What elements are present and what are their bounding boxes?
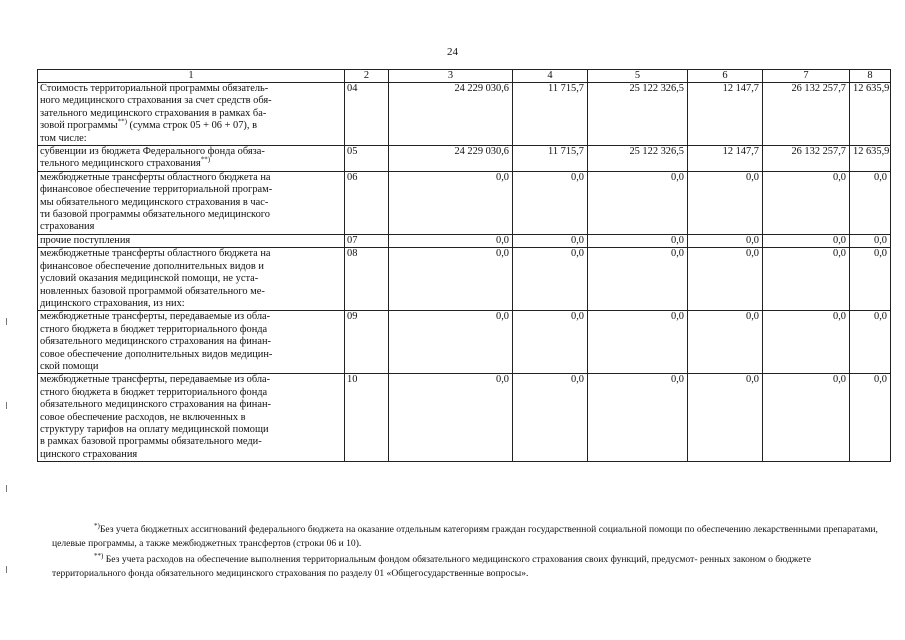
value-cell: 12 635,9 bbox=[850, 83, 891, 146]
value-cell: 0,0 bbox=[588, 234, 688, 247]
value-cell: 0,0 bbox=[588, 248, 688, 311]
value-cell: 0,0 bbox=[850, 248, 891, 311]
footnote-2: **) Без учета расходов на обеспечение выполнения территориальным фондом обязательного медицинского страхования своих функций, предусмот- ренных законом о бюджете территориального фонда обязательного медицинского страхования по разделу 01 «Общегосударственные вопросы». bbox=[52, 551, 811, 579]
value-cell: 0,0 bbox=[513, 171, 588, 234]
row-code: 07 bbox=[345, 234, 389, 247]
value-cell: 0,0 bbox=[688, 234, 763, 247]
header-cell: 8 bbox=[850, 70, 891, 83]
value-cell: 0,0 bbox=[763, 311, 850, 374]
row-label: межбюджетные трансферты областного бюджета на финансовое обеспечение дополнительных видов и условий оказания медицинской помощи, не уста- новленных базовой программой обязательного ме- дицинского страхования, из них: bbox=[38, 248, 345, 311]
header-cell: 2 bbox=[345, 70, 389, 83]
value-cell: 0,0 bbox=[513, 248, 588, 311]
footnote-mark: *) bbox=[94, 521, 100, 530]
row-label: межбюджетные трансферты, передаваемые из обла- стного бюджета в бюджет территориального фонда обязательного медицинского страхования на финан- совое обеспечение расходов, не включенных в структуру тарифов на оплату медицинской помощи в рамках базовой программы обязательного меди- цинского страхования bbox=[38, 374, 345, 462]
table-row bbox=[38, 83, 891, 146]
value-cell: 0,0 bbox=[763, 234, 850, 247]
value-cell: 0,0 bbox=[688, 374, 763, 462]
value-cell: 12 147,7 bbox=[688, 146, 763, 172]
row-label: Стоимость территориальной программы обязатель- ного медицинского страхования за счет средств обя- зательного медицинского страхования в рамках ба- зовой программы**) (сумма строк 05 + 06 + 07), в том числе: bbox=[38, 83, 345, 146]
value-cell: 0,0 bbox=[688, 248, 763, 311]
footnote-mark: **) bbox=[117, 117, 127, 126]
value-cell: 0,0 bbox=[588, 171, 688, 234]
table-row bbox=[38, 171, 891, 234]
header-cell: 4 bbox=[513, 70, 588, 83]
value-cell: 0,0 bbox=[588, 374, 688, 462]
value-cell: 0,0 bbox=[389, 311, 513, 374]
value-cell: 0,0 bbox=[389, 171, 513, 234]
value-cell: 24 229 030,6 bbox=[389, 83, 513, 146]
scan-edge-mark bbox=[6, 566, 7, 573]
row-label: прочие поступления bbox=[38, 234, 345, 247]
value-cell: 12 147,7 bbox=[688, 83, 763, 146]
header-row bbox=[38, 70, 891, 83]
financial-table bbox=[37, 69, 891, 462]
table-row bbox=[38, 234, 891, 247]
footnote-1: *)Без учета бюджетных ассигнований федерального бюджета на оказание отдельным категориям граждан государственной социальной помощи по обеспечению лекарственными препаратами, целевые программы, а также межбюджетных трансфертов (строки 06 и 10). bbox=[52, 521, 878, 549]
header-cell: 7 bbox=[763, 70, 850, 83]
value-cell: 25 122 326,5 bbox=[588, 146, 688, 172]
row-code: 06 bbox=[345, 171, 389, 234]
row-label: субвенции из бюджета Федерального фонда обяза- тельного медицинского страхования**) bbox=[38, 146, 345, 172]
header-cell: 6 bbox=[688, 70, 763, 83]
value-cell: 0,0 bbox=[513, 311, 588, 374]
value-cell: 0,0 bbox=[389, 248, 513, 311]
row-code: 04 bbox=[345, 83, 389, 146]
row-code: 05 bbox=[345, 146, 389, 172]
table-row bbox=[38, 311, 891, 374]
table-row bbox=[38, 374, 891, 462]
header-cell: 1 bbox=[38, 70, 345, 83]
scan-edge-mark bbox=[6, 485, 7, 492]
value-cell: 0,0 bbox=[763, 171, 850, 234]
value-cell: 0,0 bbox=[688, 171, 763, 234]
value-cell: 24 229 030,6 bbox=[389, 146, 513, 172]
value-cell: 12 635,9 bbox=[850, 146, 891, 172]
row-code: 09 bbox=[345, 311, 389, 374]
value-cell: 0,0 bbox=[513, 234, 588, 247]
row-label: межбюджетные трансферты, передаваемые из обла- стного бюджета в бюджет территориального фонда обязательного медицинского страхования на финан- совое обеспечение дополнительных видов медицин- ской помощи bbox=[38, 311, 345, 374]
value-cell: 0,0 bbox=[513, 374, 588, 462]
value-cell: 0,0 bbox=[850, 171, 891, 234]
footnote-mark: **) bbox=[200, 155, 211, 164]
header-cell: 3 bbox=[389, 70, 513, 83]
value-cell: 0,0 bbox=[588, 311, 688, 374]
value-cell: 0,0 bbox=[389, 234, 513, 247]
page-number: 24 bbox=[447, 46, 458, 58]
value-cell: 0,0 bbox=[389, 374, 513, 462]
value-cell: 0,0 bbox=[688, 311, 763, 374]
scan-edge-mark bbox=[6, 402, 7, 409]
value-cell: 0,0 bbox=[850, 234, 891, 247]
footnotes bbox=[52, 523, 882, 581]
scan-edge-mark bbox=[6, 318, 7, 325]
value-cell: 11 715,7 bbox=[513, 83, 588, 146]
row-code: 10 bbox=[345, 374, 389, 462]
footnote-mark: **) bbox=[94, 551, 104, 560]
value-cell: 0,0 bbox=[763, 248, 850, 311]
value-cell: 25 122 326,5 bbox=[588, 83, 688, 146]
value-cell: 0,0 bbox=[850, 374, 891, 462]
table-row bbox=[38, 248, 891, 311]
value-cell: 0,0 bbox=[850, 311, 891, 374]
header-cell: 5 bbox=[588, 70, 688, 83]
row-code: 08 bbox=[345, 248, 389, 311]
value-cell: 26 132 257,7 bbox=[763, 146, 850, 172]
table-row bbox=[38, 146, 891, 172]
row-label: межбюджетные трансферты областного бюджета на финансовое обеспечение территориальной програм- мы обязательного медицинского страхования в час- ти базовой программы обязательного медицинского страхования bbox=[38, 171, 345, 234]
value-cell: 11 715,7 bbox=[513, 146, 588, 172]
value-cell: 0,0 bbox=[763, 374, 850, 462]
value-cell: 26 132 257,7 bbox=[763, 83, 850, 146]
